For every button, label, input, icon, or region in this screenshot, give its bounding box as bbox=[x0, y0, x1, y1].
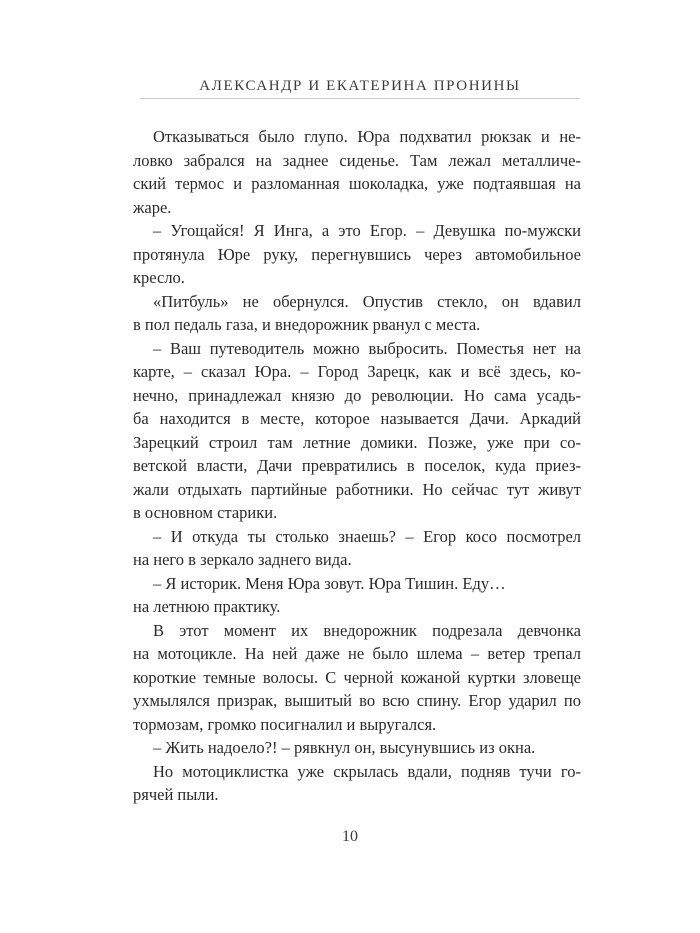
text-line: – Ваш путеводитель можно выбросить. Поместья нет на bbox=[153, 338, 581, 358]
text-line: ветской власти, Дачи превратились в поселок, куда приез- bbox=[133, 456, 581, 475]
text-line: на мотоцикле. На ней даже не было шлема – ветер трепал bbox=[133, 644, 581, 663]
text-line: в основном старики. bbox=[133, 503, 278, 522]
text-line: «Питбуль» не обернулся. Опустив стекло, он вдавил bbox=[153, 291, 581, 311]
text-line: на него в зеркало заднего вида. bbox=[133, 550, 352, 569]
text-line: нечно, принадлежал князю до революции. Но сама усадь- bbox=[133, 385, 581, 405]
text-line: рячей пыли. bbox=[133, 785, 219, 804]
text-line: карте, – сказал Юра. – Город Зарецк, как и всё здесь, ко- bbox=[133, 362, 581, 381]
page-number: 10 bbox=[342, 828, 358, 845]
text-line: ба находится в месте, которое называется Дачи. Аркадий bbox=[133, 409, 581, 428]
text-line: на летнюю практику. bbox=[133, 597, 281, 616]
text-line: Но мотоциклистка уже скрылась вдали, подняв тучи го- bbox=[153, 761, 581, 781]
text-line: тормозам, громко посигналил и выругался. bbox=[133, 714, 437, 734]
text-line: ухмылялся призрак, вышитый во всю спину. Егор ударил по bbox=[133, 691, 581, 710]
text-line: В этот момент их внедорожник подрезала девчонка bbox=[153, 620, 581, 640]
text-line: – И откуда ты столько знаешь? – Егор косо посмотрел bbox=[153, 526, 581, 546]
text-line: Отказываться было глупо. Юра подхватил рюкзак и не- bbox=[153, 127, 581, 146]
text-line: жаре. bbox=[133, 197, 172, 217]
text-line: – Жить надоело?! – рявкнул он, высунувшись из окна. bbox=[153, 738, 536, 757]
text-line: в пол педаль газа, и внедорожник рванул с места. bbox=[133, 315, 481, 334]
text-line: кресло. bbox=[133, 268, 185, 287]
running-title: АЛЕКСАНДР И ЕКАТЕРИНА ПРОНИНЫ bbox=[199, 78, 521, 94]
body-text bbox=[133, 125, 581, 807]
text-line: ский термос и разломанная шоколадка, уже подтаявшая на bbox=[133, 174, 581, 193]
text-line: – Угощайся! Я Инга, а это Егор. – Девушка по-мужски bbox=[153, 221, 581, 240]
text-line: – Я историк. Меня Юра зовут. Юра Тишин. Еду… bbox=[153, 573, 506, 593]
text-line: жали отдыхать партийные работники. Но сейчас тут живут bbox=[133, 479, 581, 499]
header-rule bbox=[140, 98, 580, 99]
text-line: короткие темные волосы. С черной кожаной куртки зловеще bbox=[133, 667, 581, 687]
text-line: Зарецкий строил там летние домики. Позже, уже при со- bbox=[133, 432, 581, 452]
text-line: протянула Юре руку, перегнувшись через автомобильное bbox=[133, 244, 581, 264]
text-line: ловко забрался на заднее сиденье. Там лежал металличе- bbox=[133, 150, 581, 170]
